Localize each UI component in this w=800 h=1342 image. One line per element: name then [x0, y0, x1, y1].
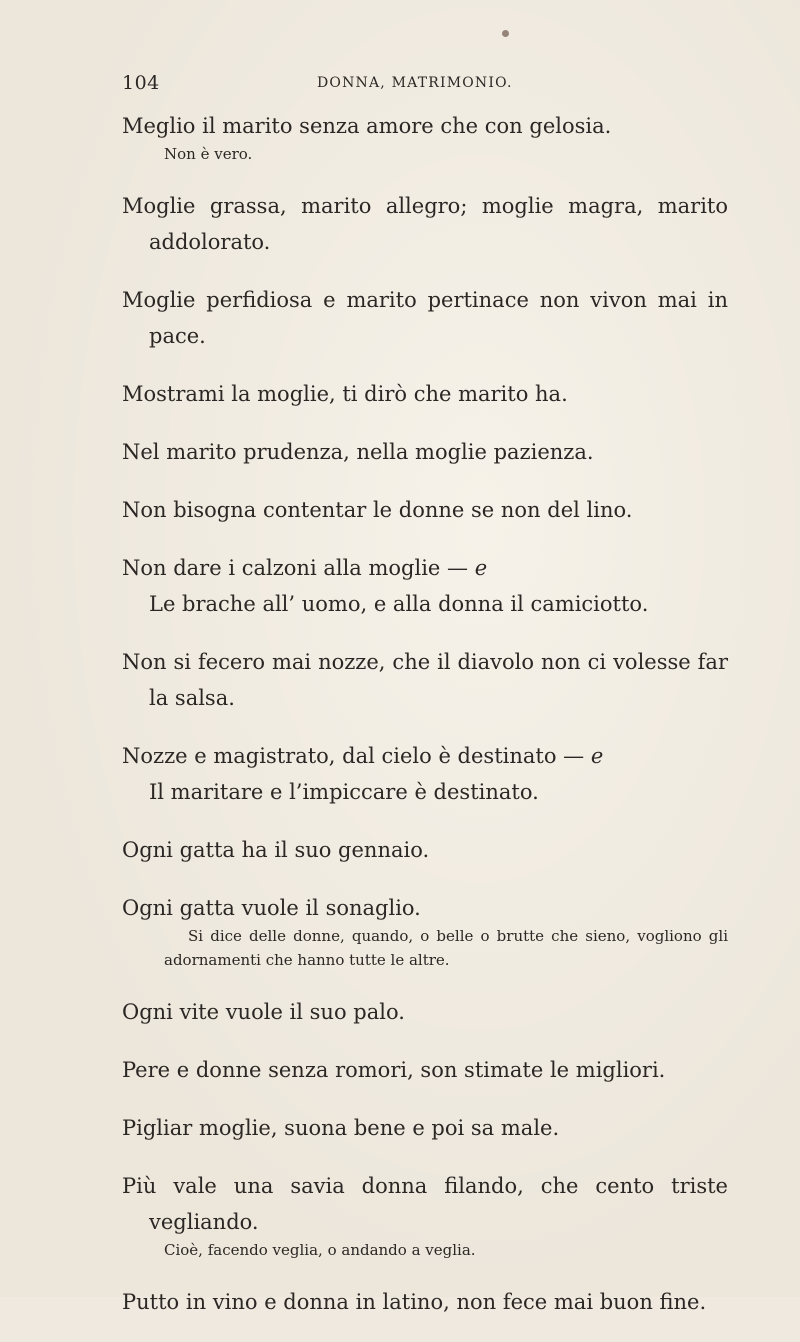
- proverb-text: Nel marito prudenza, nella moglie pazienza.: [122, 440, 594, 464]
- proverb-continuation: Il maritare e l’impiccare è destinato.: [149, 780, 539, 804]
- proverb-entry: [122, 550, 728, 622]
- proverb-text: Non bisogna contentar le donne se non del lino.: [122, 498, 633, 522]
- proverb-text: [122, 550, 728, 586]
- proverb-line: Non dare i calzoni alla moglie —: [122, 556, 475, 580]
- proverb-text: Mostrami la moglie, ti dirò che marito ha.: [122, 382, 568, 406]
- proverb-entry: [122, 738, 728, 810]
- running-head: DONNA, MATRIMONIO.: [317, 75, 513, 91]
- page-header: [122, 72, 762, 102]
- proverb-text: Meglio il marito senza amore che con gelosia.: [122, 114, 612, 138]
- conjunction: e: [474, 556, 488, 580]
- proverb-text: Moglie grassa, marito allegro; moglie magra, marito addolorato.: [122, 194, 728, 254]
- proverb-note: Cioè, facendo veglia, o andando a veglia.: [164, 1241, 476, 1259]
- proverb-line: Nozze e magistrato, dal cielo è destinato —: [122, 744, 591, 768]
- proverb-text: Moglie perfidiosa e marito pertinace non vivon mai in pace.: [122, 288, 728, 348]
- proverb-entry: [122, 1052, 728, 1088]
- proverb-text: Ogni gatta ha il suo gennaio.: [122, 838, 430, 862]
- proverb-entry: [122, 832, 728, 868]
- page-number: 104: [122, 72, 160, 94]
- ink-speck: [502, 30, 509, 37]
- proverb-entry: [122, 644, 728, 716]
- proverb-entry: [122, 282, 728, 354]
- proverb-entry: [122, 492, 728, 528]
- proverb-entry: [122, 994, 728, 1030]
- proverb-entry: [122, 108, 728, 166]
- proverb-entry: [122, 434, 728, 470]
- proverb-text: Più vale una savia donna filando, che cento triste vegliando.: [122, 1174, 728, 1234]
- proverb-list: [122, 108, 728, 1342]
- proverb-text: [122, 738, 728, 774]
- proverb-entry: [122, 188, 728, 260]
- proverb-entry: [122, 1168, 728, 1262]
- proverb-continuation: Le brache all’ uomo, e alla donna il camiciotto.: [149, 592, 649, 616]
- proverb-entry: [122, 1110, 728, 1146]
- proverb-text: Pere e donne senza romori, son stimate le migliori.: [122, 1058, 666, 1082]
- proverb-text: Ogni vite vuole il suo palo.: [122, 1000, 405, 1024]
- proverb-text: Non si fecero mai nozze, che il diavolo non ci volesse far la salsa.: [122, 650, 728, 710]
- proverb-text: Ogni gatta vuole il sonaglio.: [122, 896, 421, 920]
- proverb-entry: [122, 376, 728, 412]
- conjunction: e: [590, 744, 604, 768]
- proverb-text: Putto in vino e donna in latino, non fece mai buon fine.: [122, 1290, 707, 1314]
- proverb-entry: [122, 890, 728, 972]
- proverb-note: Non è vero.: [164, 145, 253, 163]
- proverb-text: Pigliar moglie, suona bene e poi sa male.: [122, 1116, 560, 1140]
- proverb-note: Si dice delle donne, quando, o belle o brutte che sieno, vogliono gli adornamenti che hanno tutte le altre.: [164, 927, 728, 969]
- proverb-entry: [122, 1284, 728, 1320]
